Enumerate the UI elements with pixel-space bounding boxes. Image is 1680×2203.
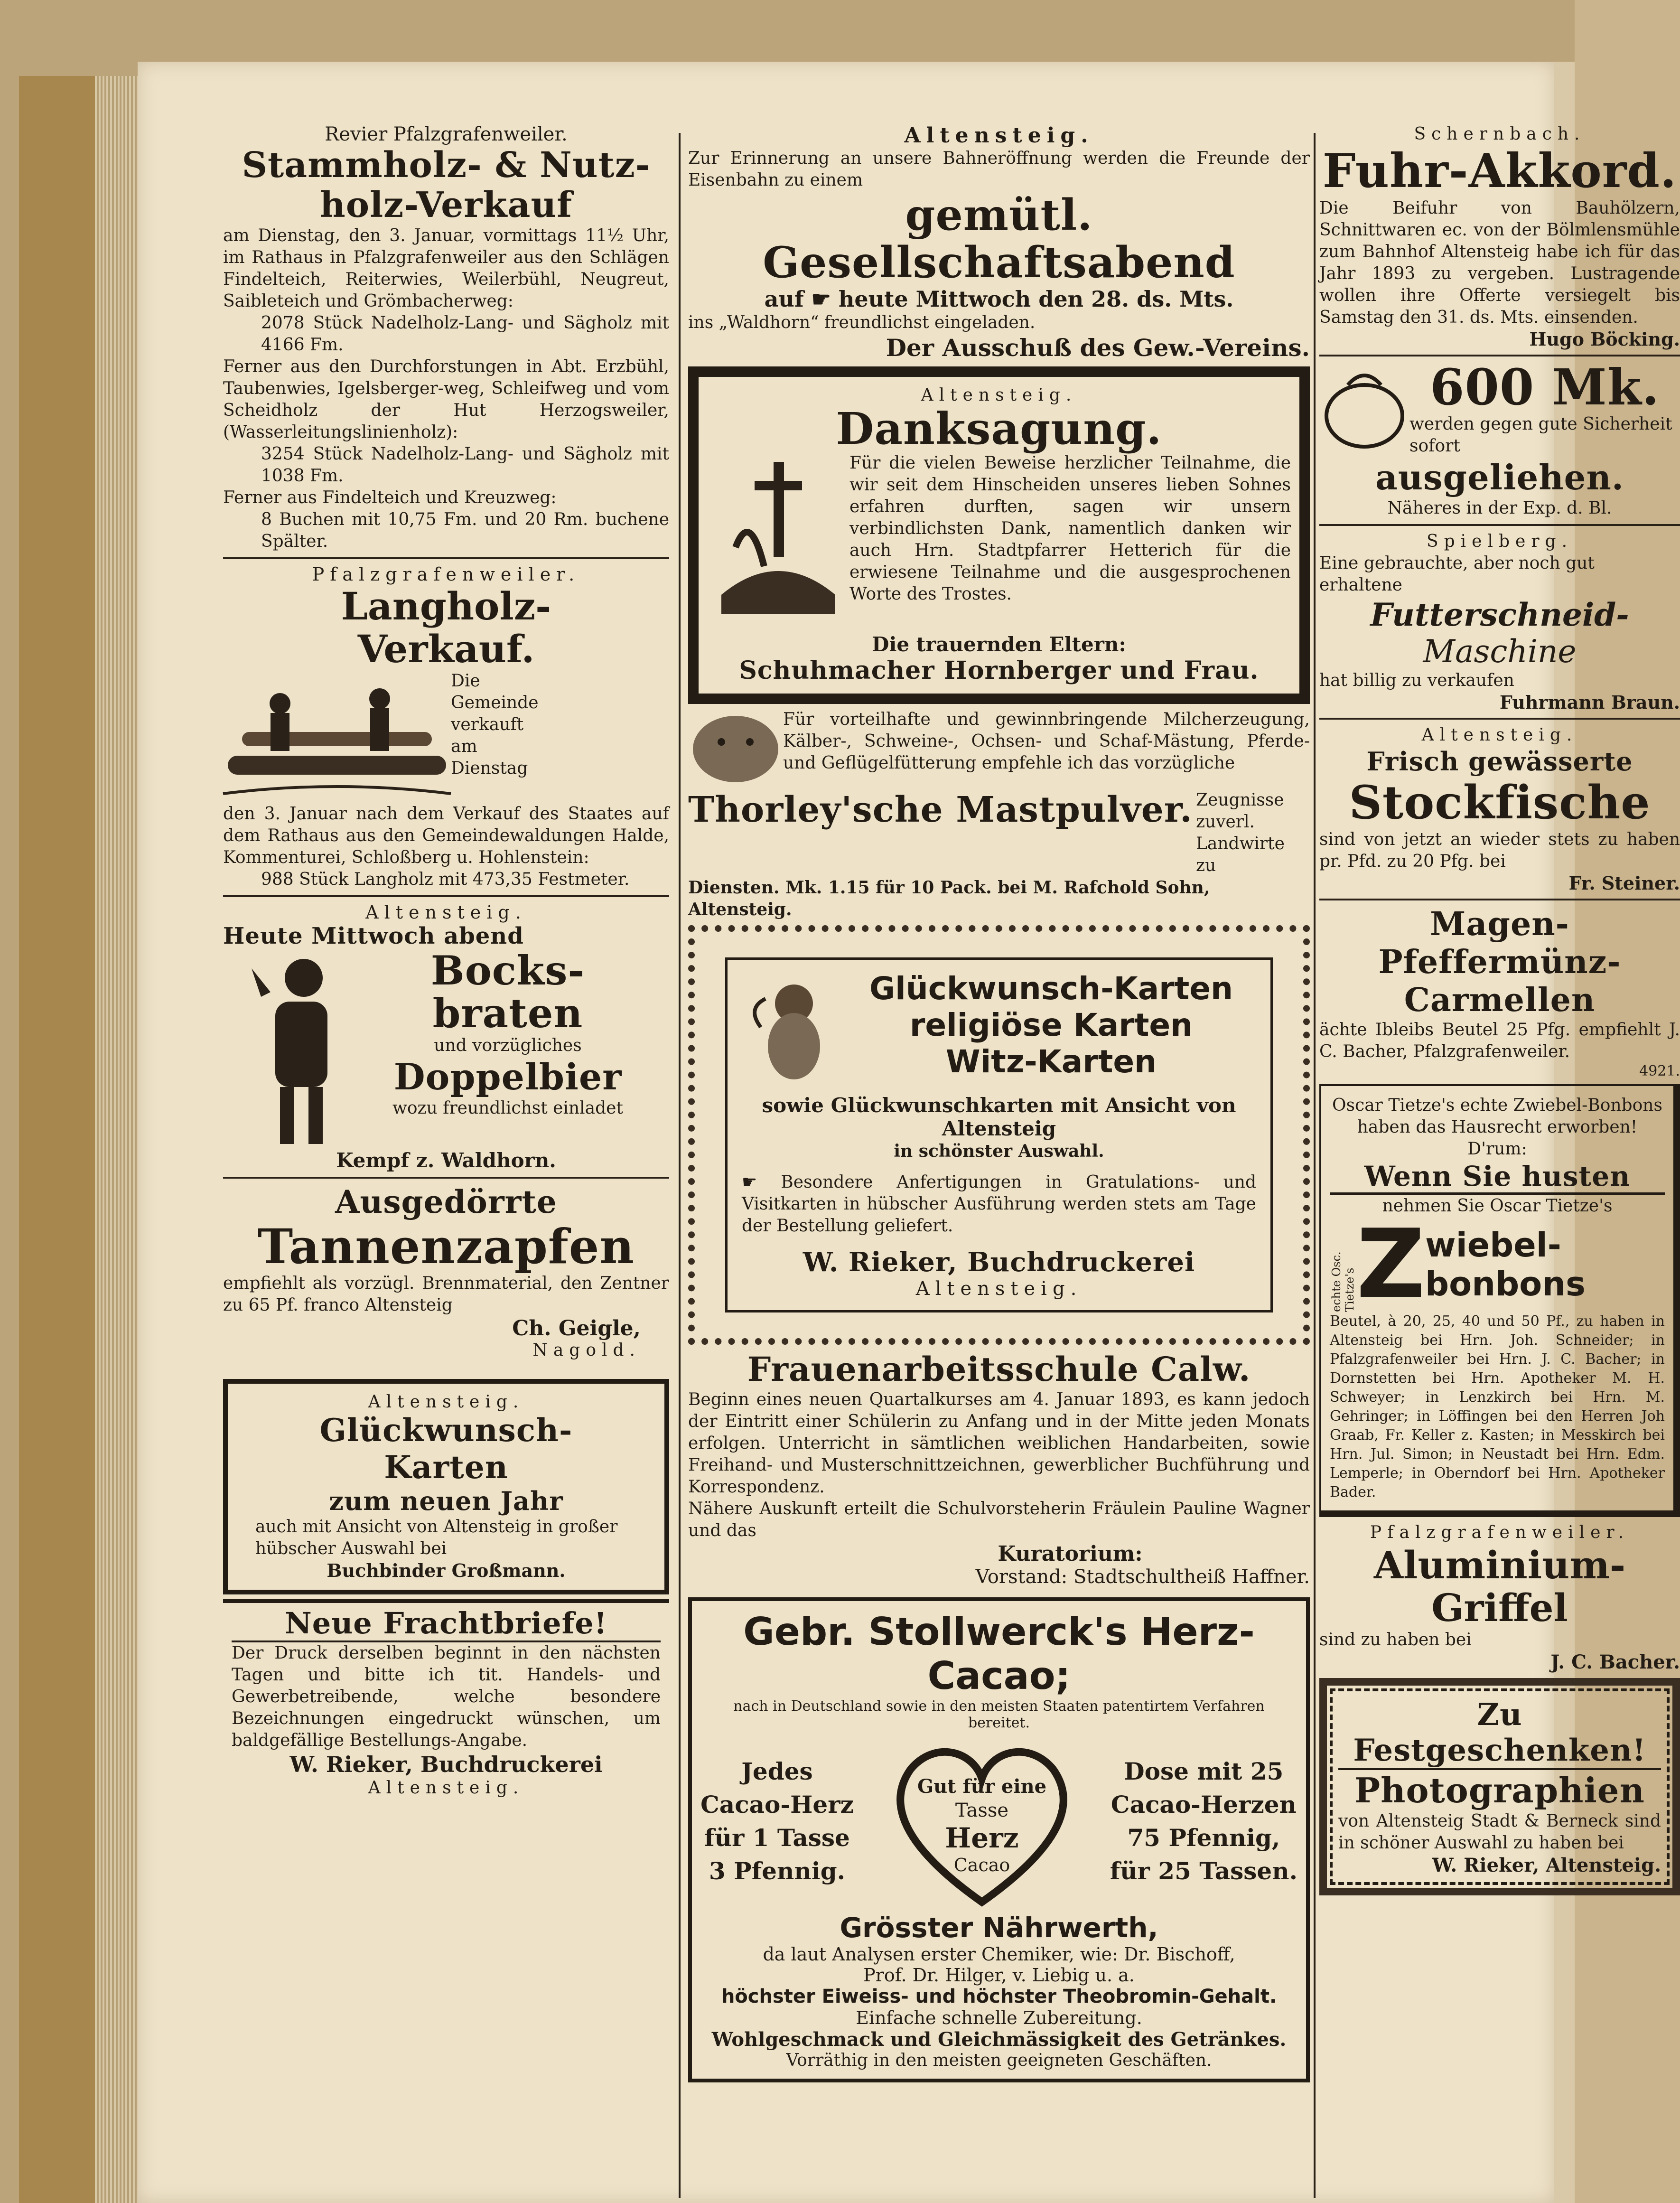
cherub-illustration: [742, 970, 846, 1094]
book-spine: [19, 76, 140, 2203]
ad-title: gemütl. Gesellschaftsabend: [763, 190, 1235, 288]
ad-line: Dose mit 25: [1124, 1757, 1284, 1785]
ad-frachtbriefe: [223, 1599, 669, 1808]
ad-title: ausgeliehen.: [1375, 457, 1624, 497]
ad-title: holz-Verkauf: [319, 185, 573, 225]
ad-body: Ferner aus Findelteich und Kreuzweg:: [223, 488, 557, 507]
ad-place: Pfalzgrafenweiler.: [312, 564, 580, 585]
newspaper-page: [138, 62, 1680, 2203]
ad-body: Die Beifuhr von Bauhölzern, Schnittwaren ec. von der Bölmlensmühle zum Bahnhof Altensteig habe ich für das Jahr 1893 zu vergeben. Lustragende wollen ihre Offerte versiegelt bis Samstag den 31. ds. Mts. einsenden.: [1319, 198, 1680, 327]
ad-body: nehmen Sie Oscar Tietze's: [1382, 1196, 1613, 1216]
ad-line: Wohlgeschmack und Gleichmässigkeit des Getränkes.: [711, 2028, 1287, 2051]
ad-title: Langholz-: [341, 584, 551, 628]
ad-title: Neue Frachtbriefe!: [232, 1606, 661, 1642]
ad-title: Magen-Pfeffermünz-: [1378, 905, 1621, 981]
ad-line: höchster Eiweiss- und höchster Theobromin-Gehalt.: [721, 1986, 1277, 2007]
ad-body: ☛ Besondere Anfertigungen in Gratulations- und Visitkarten in hübscher Ausführung werden stets am Tage der Bestellung geliefert.: [742, 1172, 1256, 1236]
ad-line: Cacao-Herzen: [1111, 1791, 1297, 1819]
ad-signature: J. C. Bacher.: [1550, 1651, 1680, 1673]
ad-place: Pfalzgrafenweiler.: [1370, 1523, 1630, 1542]
ad-title: Verkauf.: [357, 627, 535, 671]
ad-title: Bocks-: [430, 947, 585, 994]
column-center: [688, 123, 1310, 2194]
ad-title: Stammholz- & Nutz-: [242, 145, 651, 186]
woodcutters-illustration: [223, 670, 451, 803]
ad-festgeschenke: [1319, 1678, 1680, 1895]
heart-text: Herz: [945, 1822, 1019, 1854]
ad-futterschneid: [1319, 531, 1680, 713]
ad-subtitle: Grösster Nährwerth,: [840, 1912, 1158, 1944]
ad-600-mk: [1319, 358, 1680, 519]
ad-title: Maschine: [1423, 633, 1577, 670]
goat-man-illustration: [223, 949, 346, 1149]
ad-stockfische: [1319, 724, 1680, 894]
ad-title: Fuhr-Akkord.: [1322, 144, 1677, 198]
ad-place: Schernbach.: [1414, 124, 1586, 144]
ad-title: religiöse Karten: [909, 1007, 1193, 1043]
ad-subtitle: Die trauernden Eltern:: [872, 633, 1126, 656]
separator: [1319, 355, 1680, 356]
ad-title: Aluminium-: [1373, 1543, 1626, 1587]
ad-signature: W. Rieker, Buchdruckerei: [289, 1752, 603, 1777]
ad-number: 4921.: [1639, 1063, 1680, 1079]
ad-signature: Vorstand: Stadtschultheiß Haffner.: [975, 1566, 1310, 1588]
ad-item: 3254 Stück Nadelholz-Lang- und Sägholz mit 1038 Fm.: [261, 444, 669, 486]
ad-body: Für vorteilhafte und gewinnbringende Milcherzeugung, Kälber-, Schweine-, Ochsen- und Schaf-Mästung, Pferde- und Geflügelfütterung empfehle ich das vorzügliche: [783, 710, 1310, 773]
separator: [1319, 524, 1680, 526]
separator: [223, 895, 669, 897]
ad-signature: Buchbinder Großmann.: [327, 1560, 566, 1581]
ad-langholz: [223, 564, 669, 891]
ad-title: Witz-Karten: [945, 1043, 1157, 1080]
ad-line: Prof. Dr. Hilger, v. Liebig u. a.: [863, 1965, 1135, 1986]
ad-karten: [725, 957, 1273, 1312]
ad-line: sowie Glückwunschkarten mit Ansicht von Altensteig: [762, 1094, 1236, 1140]
ad-body: ächte Ibleibs Beutel 25 Pfg. empfiehlt J. C. Bacher, Pfalzgrafenweiler.: [1319, 1020, 1680, 1061]
ad-danksagung: [688, 366, 1310, 704]
money-bag-illustration: [1319, 361, 1409, 451]
ad-body: Beutel, à 20, 25, 40 und 50 Pf., zu haben in Altensteig bei Hrn. Joh. Schneider; in Pfalzgrafenweiler bei Hrn. J. C. Bacher; in Dornstetten bei Hrn. Apotheker M. H. Schweyer; in Lenzkirch bei Hrn. M. Gehringer; in Löffingen bei den Herren Joh Graab, Fr. Keller z. Kasten; in Messkirch bei Hrn. Jul. Simon; in Neustadt bei Hrn. Edm. Lemperle; in Oberndorf bei Hrn. Apotheker Bader.: [1330, 1313, 1665, 1500]
separator: [1319, 899, 1680, 900]
ad-side-text: Zeugnisse zuverl. Landwirte zu: [1196, 790, 1285, 875]
ad-body: auch mit Ansicht von Altensteig in großer hübscher Auswahl bei: [255, 1517, 618, 1558]
ad-body: von Altensteig Stadt & Berneck sind in schöner Auswahl zu haben bei: [1338, 1811, 1661, 1853]
ad-title: Futterschneid-: [1370, 596, 1629, 633]
ad-line: Jedes: [741, 1757, 813, 1785]
ad-signature: Hugo Böcking.: [1529, 328, 1680, 350]
ad-title: Ausgedörrte: [335, 1183, 557, 1220]
ad-line: Heute Mittwoch abend: [223, 923, 524, 949]
ad-title: Karten: [384, 1449, 508, 1486]
ad-initial: Z: [1356, 1209, 1426, 1320]
ad-frauenarbeitsschule: [688, 1350, 1310, 1588]
ad-body: Nähere Auskunft erteilt die Schulvorsteherin Fräulein Pauline Wagner und das: [688, 1499, 1310, 1540]
ad-body: sind zu haben bei: [1319, 1630, 1472, 1650]
ad-fuhr-akkord: [1319, 123, 1680, 350]
ad-line: wozu freundlichst einladet: [392, 1098, 623, 1118]
ad-stollwerck: [688, 1597, 1310, 2082]
ad-subtitle: Kuratorium:: [998, 1542, 1143, 1566]
ad-stammholz: [223, 123, 669, 553]
ad-gesellschaftsabend: [688, 123, 1310, 362]
heart-text: Tasse: [955, 1800, 1008, 1821]
ad-aluminium-griffel: [1319, 1522, 1680, 1673]
heart-text: Gut für eine: [917, 1775, 1046, 1798]
ad-title: Photographien: [1354, 1770, 1645, 1810]
heart-text: Cacao: [953, 1855, 1010, 1875]
ad-body: Diensten. Mk. 1.15 für 10 Pack. bei M. Rafchold Sohn, Altensteig.: [688, 878, 1210, 919]
ad-signature: Ch. Geigle,: [512, 1316, 641, 1341]
ad-place: Altensteig.: [368, 1778, 524, 1798]
ad-subtitle: Frisch gewässerte: [1366, 746, 1633, 777]
column-rule: [679, 133, 681, 2198]
grave-cross-illustration: [707, 452, 849, 633]
ad-body: Eine gebrauchte, aber noch gut erhaltene: [1319, 553, 1595, 595]
ad-body: werden gegen gute Sicherheit sofort: [1409, 414, 1672, 456]
ad-title: Griffel: [1431, 1585, 1568, 1630]
ad-item: 2078 Stück Nadelholz-Lang- und Sägholz mit 4166 Fm.: [261, 313, 669, 355]
ad-carmellen: [1319, 905, 1680, 1079]
ad-body: den 3. Januar nach dem Verkauf des Staates auf dem Rathaus aus den Gemeindewaldungen Halde, Kommenturei, Schloßberg u. Hohlenstein:: [223, 804, 669, 867]
ad-signature: Kempf z. Waldhorn.: [336, 1149, 556, 1172]
ad-body: am Dienstag, den 3. Januar, vormittags 11½ Uhr, im Rathaus in Pfalzgrafenweiler aus den Schlägen Findelteich, Reiterwies, Weilerbühl, Neugreut, Saibleteich und Grömbacherweg:: [223, 226, 669, 311]
ad-signature: W. Rieker, Altensteig.: [1432, 1854, 1661, 1876]
ad-body: empfiehlt als vorzügl. Brennmaterial, den Zentner zu 65 Pf. franco Altensteig: [223, 1274, 669, 1315]
cattle-head-illustration: [688, 709, 783, 789]
ad-date: auf ☛ heute Mittwoch den 28. ds. Mts.: [764, 286, 1234, 312]
ad-body: Ferner aus den Durchforstungen in Abt. Erzbühl, Taubenwies, Igelsberger-weg, Schleifweg und vom Scheidholz der Hut Herzogsweiler, (Wasserleitungslinienholz):: [223, 357, 669, 442]
ad-title: bonbons: [1425, 1265, 1586, 1303]
ad-signature: Der Ausschuß des Gew.-Vereins.: [886, 334, 1310, 362]
ad-place: Altensteig.: [921, 385, 1077, 405]
ad-mastpulver: [688, 709, 1310, 920]
ad-signature: Fr. Steiner.: [1568, 872, 1680, 894]
ad-signature: W. Rieker, Buchdruckerei: [803, 1247, 1195, 1278]
ad-place: Spielberg.: [1426, 532, 1573, 551]
column-rule: [1314, 133, 1316, 2198]
ad-body: Oscar Tietze's echte Zwiebel-Bonbons haben das Hausrecht erworben! D'rum:: [1332, 1096, 1662, 1159]
ad-bocksbraten: [223, 902, 669, 1172]
ad-side-text: Die Gemeinde verkauft am Dienstag: [451, 671, 539, 778]
ad-place: Altensteig.: [1421, 725, 1578, 745]
ad-signature: Näheres in der Exp. d. Bl.: [1387, 498, 1612, 518]
ad-line: Einfache schnelle Zubereitung.: [856, 2007, 1142, 2028]
ad-place: Altensteig.: [365, 902, 527, 923]
ad-body: Zur Erinnerung an unsere Bahneröffnung werden die Freunde der Eisenbahn zu einem: [688, 149, 1310, 190]
ad-body: Der Druck derselben beginnt in den nächsten Tagen und bitte ich tit. Handels- und Gewerbetreibende, welche besondere Bezeichnungen eingedruckt wünschen, um baldgefällige Bestellungs-Angabe.: [232, 1643, 661, 1750]
ad-line: da laut Analysen erster Chemiker, wie: Dr. Bischoff,: [763, 1944, 1235, 1965]
ad-place: Nagold.: [532, 1341, 641, 1360]
ad-zwiebel-bonbons: [1319, 1084, 1680, 1517]
ad-body: Für die vielen Beweise herzlicher Teilnahme, die wir seit dem Hinscheiden unseres lieben Sohnes erfahren durften, sagen wir unsern verbindlichsten Dank, namentlich danken wir auch Hrn. Stadtpfarrer Hetterich für die erwiesene Teilnahme und die ausgesprochenen Worte des Trostes.: [849, 453, 1291, 604]
ad-place: Revier Pfalzgrafenweiler.: [325, 123, 568, 145]
ad-title: Carmellen: [1404, 981, 1596, 1019]
ad-glueckwunsch-box: [223, 1379, 669, 1594]
ad-title: Wenn Sie husten: [1330, 1160, 1665, 1195]
ad-line: Vorräthig in den meisten geeigneten Geschäften.: [786, 2051, 1212, 2070]
ad-signature: Fuhrmann Braun.: [1499, 692, 1680, 713]
column-right: [1319, 123, 1680, 2194]
ad-line: für 25 Tassen.: [1110, 1857, 1297, 1885]
separator: [223, 557, 669, 559]
ad-line: 75 Pfennig,: [1127, 1824, 1280, 1852]
ad-title: braten: [432, 990, 583, 1037]
ad-place: Altensteig.: [904, 123, 1094, 148]
ad-title: Thorley'sche Mastpulver.: [688, 789, 1193, 830]
ad-body: Beginn eines neuen Quartalkurses am 4. Januar 1893, es kann jedoch der Eintritt einer Schülerin zu Anfang und in der Mitte jeden Monats erfolgen. Unterricht in sämtlichen weiblichen Handarbeiten, sowie Freihand- und Musterschnittzeichnen, gewerblicher Buchführung und Korrespondenz.: [688, 1390, 1310, 1497]
page-edges: [95, 76, 138, 2203]
heart-illustration: [882, 1731, 1082, 1912]
ad-title: Stockfische: [1349, 776, 1651, 829]
ad-item: 988 Stück Langholz mit 473,35 Festmeter.: [261, 870, 630, 889]
ad-location: ins „Waldhorn“ freundlichst eingeladen.: [688, 313, 1036, 332]
ad-line: für 1 Tasse: [704, 1824, 850, 1852]
ad-title: Danksagung.: [836, 403, 1162, 454]
ad-title: Zu Festgeschenken!: [1338, 1697, 1661, 1770]
separator: [1319, 718, 1680, 720]
ad-title: Frauenarbeitsschule Calw.: [747, 1350, 1251, 1389]
ad-title: wiebel-: [1425, 1226, 1561, 1265]
ad-title: Tannenzapfen: [257, 1219, 635, 1275]
ad-line: Cacao-Herz: [700, 1791, 854, 1819]
ad-place: Altensteig.: [368, 1392, 524, 1412]
ad-line: 3 Pfennig.: [709, 1857, 846, 1885]
ad-side-text: echte Osc. Tietze's: [1330, 1251, 1356, 1312]
separator: [223, 1177, 669, 1179]
ad-subtitle: nach in Deutschland sowie in den meisten Staaten patentirtem Verfahren bereitet.: [733, 1698, 1265, 1731]
ad-title: Gebr. Stollwerck's Herz-Cacao;: [743, 1610, 1255, 1698]
ad-item: 8 Buchen mit 10,75 Fm. und 20 Rm. buchene Spälter.: [261, 510, 669, 551]
column-left: [223, 123, 669, 2194]
ad-title: 600 Mk.: [1430, 358, 1660, 416]
ad-signature: Schuhmacher Hornberger und Frau.: [739, 656, 1259, 685]
ad-title: Doppelbier: [393, 1056, 622, 1098]
ad-karten-ornamental-frame: [688, 925, 1310, 1345]
ad-body: sind von jetzt an wieder stets zu haben pr. Pfd. zu 20 Pfg. bei: [1319, 830, 1680, 871]
ad-title: zum neuen Jahr: [329, 1486, 563, 1516]
ad-place: Altensteig.: [915, 1278, 1083, 1300]
ad-line: und vorzügliches: [434, 1036, 582, 1055]
ad-title: Glückwunsch-: [319, 1412, 573, 1449]
ad-line: in schönster Auswahl.: [894, 1141, 1104, 1161]
ad-body: hat billig zu verkaufen: [1319, 671, 1514, 690]
ad-title: Glückwunsch-Karten: [869, 970, 1233, 1007]
ad-tannenzapfen: [223, 1183, 669, 1360]
